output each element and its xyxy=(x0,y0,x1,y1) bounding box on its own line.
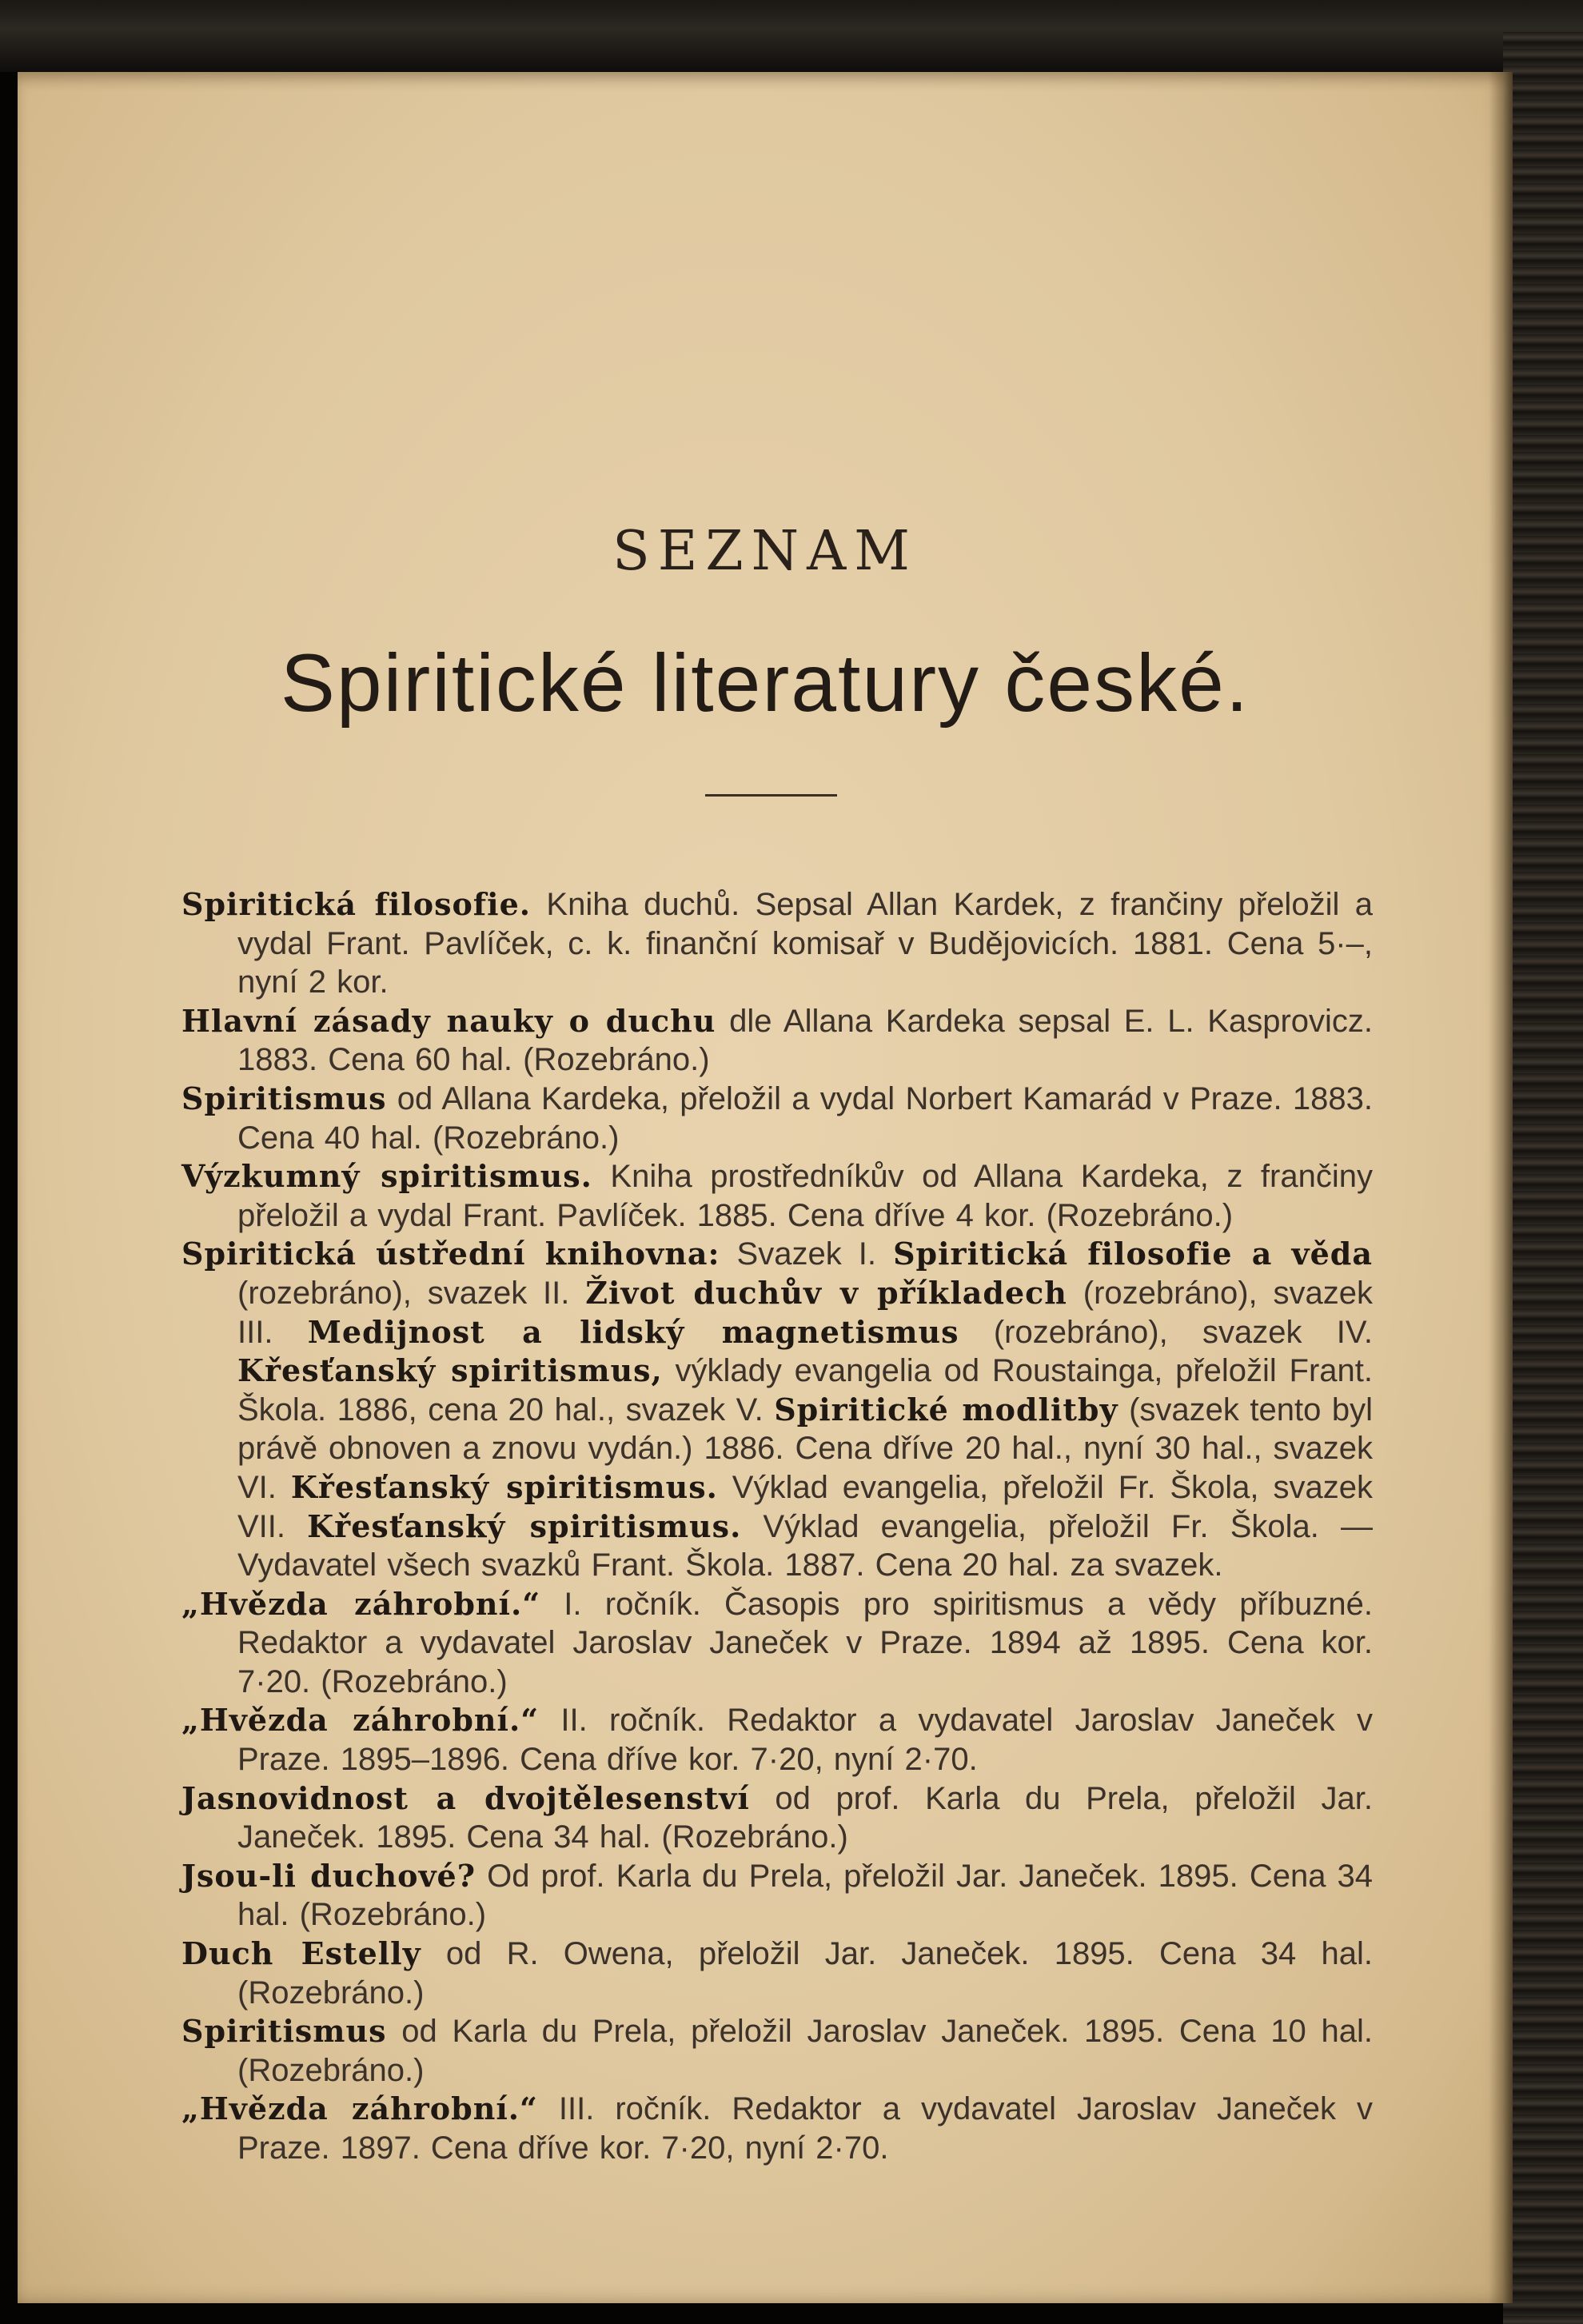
entry-text: od Karla du Prela, přeložil Jaroslav Janeček. 1895. Cena 10 hal. (Rozebráno.) xyxy=(237,2014,1373,2088)
entry-title: Spiritismus xyxy=(181,1080,387,1116)
entry-title: „Hvězda záhrobní.“ xyxy=(181,1702,540,1739)
entry-title: Jsou-li duchové? xyxy=(181,1857,476,1894)
entry-text: Výklad evangelia, přeložil Fr. Škola, svazek VII. xyxy=(237,1469,1373,1544)
entry-text: (svazek tento byl právě obnoven a znovu vydán.) 1886. Cena dříve 20 hal., nyní 30 hal., svazek VI. xyxy=(237,1392,1374,1505)
entry-text: (rozebráno), svazek IV. xyxy=(959,1314,1373,1350)
entry-text: od R. Owena, přeložil Jar. Janeček. 1895. Cena 34 hal. (Rozebráno.) xyxy=(237,1936,1373,2011)
bibliography-entry-library-series xyxy=(181,1235,1373,1584)
book-page xyxy=(18,72,1513,2303)
page-spine-shadow xyxy=(1489,72,1513,2303)
book-cover-edge xyxy=(0,0,1583,72)
entry-title: Jasnovidnost a dvojtělesenství xyxy=(181,1779,750,1816)
page-subheading: Spiritické literatury české. xyxy=(280,637,1250,729)
entry-title: Výzkumný spiritismus. xyxy=(181,1158,592,1195)
entry-title: Hlavní zásady nauky o duchu xyxy=(181,1002,716,1039)
book-binding xyxy=(1503,32,1583,2324)
entry-title: „Hvězda záhrobní.“ xyxy=(181,2090,538,2127)
entry-text: od Allana Kardeka, přeložil a vydal Norbert Kamarád v Praze. 1883. Cena 40 hal. (Rozebráno.) xyxy=(237,1080,1373,1156)
entry-text: dle Allana Kardeka sepsal E. L. Kasprovicz. 1883. Cena 60 hal. (Rozebráno.) xyxy=(237,1003,1374,1078)
bibliography-entry xyxy=(181,1080,1373,1157)
volume-title: Medijnost a lidský magnetismus xyxy=(307,1313,959,1350)
entry-text: od prof. Karla du Prela, přeložil Jar. Janeček. 1895. Cena 34 hal. (Rozebráno.) xyxy=(237,1780,1373,1855)
entry-text: III. ročník. Redaktor a vydavatel Jaroslav Janeček v Praze. 1897. Cena dříve kor. 7·20, nyní 2·70. xyxy=(237,2091,1374,2166)
entry-title: „Hvězda záhrobní.“ xyxy=(181,1585,541,1622)
bibliography-entry xyxy=(181,1779,1373,1857)
bibliography-entry xyxy=(181,1157,1373,1235)
volume-title: Spiritická filosofie a věda xyxy=(893,1236,1373,1272)
volume-title: Křesťanský spiritismus, xyxy=(237,1352,663,1389)
bibliography-entry xyxy=(181,1857,1373,1935)
entry-title: Spiritická ústřední knihovna: xyxy=(181,1236,720,1272)
entry-text: výklady evangelia od Roustainga, přeložil Frant. Škola. 1886, cena 20 hal., svazek V. xyxy=(237,1353,1373,1428)
entry-text: (rozebráno), svazek III. xyxy=(237,1275,1373,1350)
page-heading: SEZNAM xyxy=(612,520,918,583)
volume-title: Křesťanský spiritismus. xyxy=(290,1468,718,1505)
bibliography-list xyxy=(181,885,1373,2168)
entry-text: II. ročník. Redaktor a vydavatel Jaroslav Janeček v Praze. 1895–1896. Cena dříve kor. 7·20, nyní 2·70. xyxy=(237,1703,1374,1778)
entry-text: (rozebráno), svazek II. xyxy=(237,1275,586,1311)
volume-title: Spiritické modlitby xyxy=(774,1391,1118,1428)
entry-title: Duch Estelly xyxy=(181,1935,421,1972)
entry-title: Spiritická filosofie. xyxy=(181,886,531,922)
bibliography-entry xyxy=(181,2012,1373,2090)
entry-title: Spiritismus xyxy=(181,2013,387,2050)
volume-title: Život duchův v příkladech xyxy=(585,1274,1067,1311)
entry-text: Výklad evangelia, přeložil Fr. Škola. — Vydavatel všech svazků Frant. Škola. 1887. Cena 20 hal. za svazek. xyxy=(237,1508,1373,1583)
heading-divider xyxy=(705,794,837,797)
bibliography-entry xyxy=(181,1585,1373,1702)
bibliography-entry xyxy=(181,1701,1373,1779)
entry-text: Kniha prostředníkův od Allana Kardeka, z frančiny přeložil a vydal Frant. Pavlíček. 1885. Cena dříve 4 kor. (Rozebráno.) xyxy=(237,1159,1373,1233)
entry-text: Kniha duchů. Sepsal Allan Kardek, z frančiny přeložil a vydal Frant. Pavlíček, c. k. finanční komisař v Budějovicích. 1881. Cena 5·–, nyní 2 kor. xyxy=(237,887,1373,1000)
entry-text: I. ročník. Časopis pro spiritismus a vědy příbuzné. Redaktor a vydavatel Jaroslav Janeček v Praze. 1894 až 1895. Cena kor. 7·20. (Rozebráno.) xyxy=(237,1586,1373,1699)
entry-text: Svazek I. xyxy=(720,1236,894,1272)
entry-text: Od prof. Karla du Prela, přeložil Jar. Janeček. 1895. Cena 34 hal. (Rozebráno.) xyxy=(237,1858,1373,1933)
bibliography-entry xyxy=(181,2090,1373,2167)
bibliography-entry xyxy=(181,885,1373,1002)
bibliography-entry xyxy=(181,1002,1373,1080)
bibliography-entry xyxy=(181,1935,1373,2012)
volume-title: Křesťanský spiritismus. xyxy=(307,1507,742,1544)
